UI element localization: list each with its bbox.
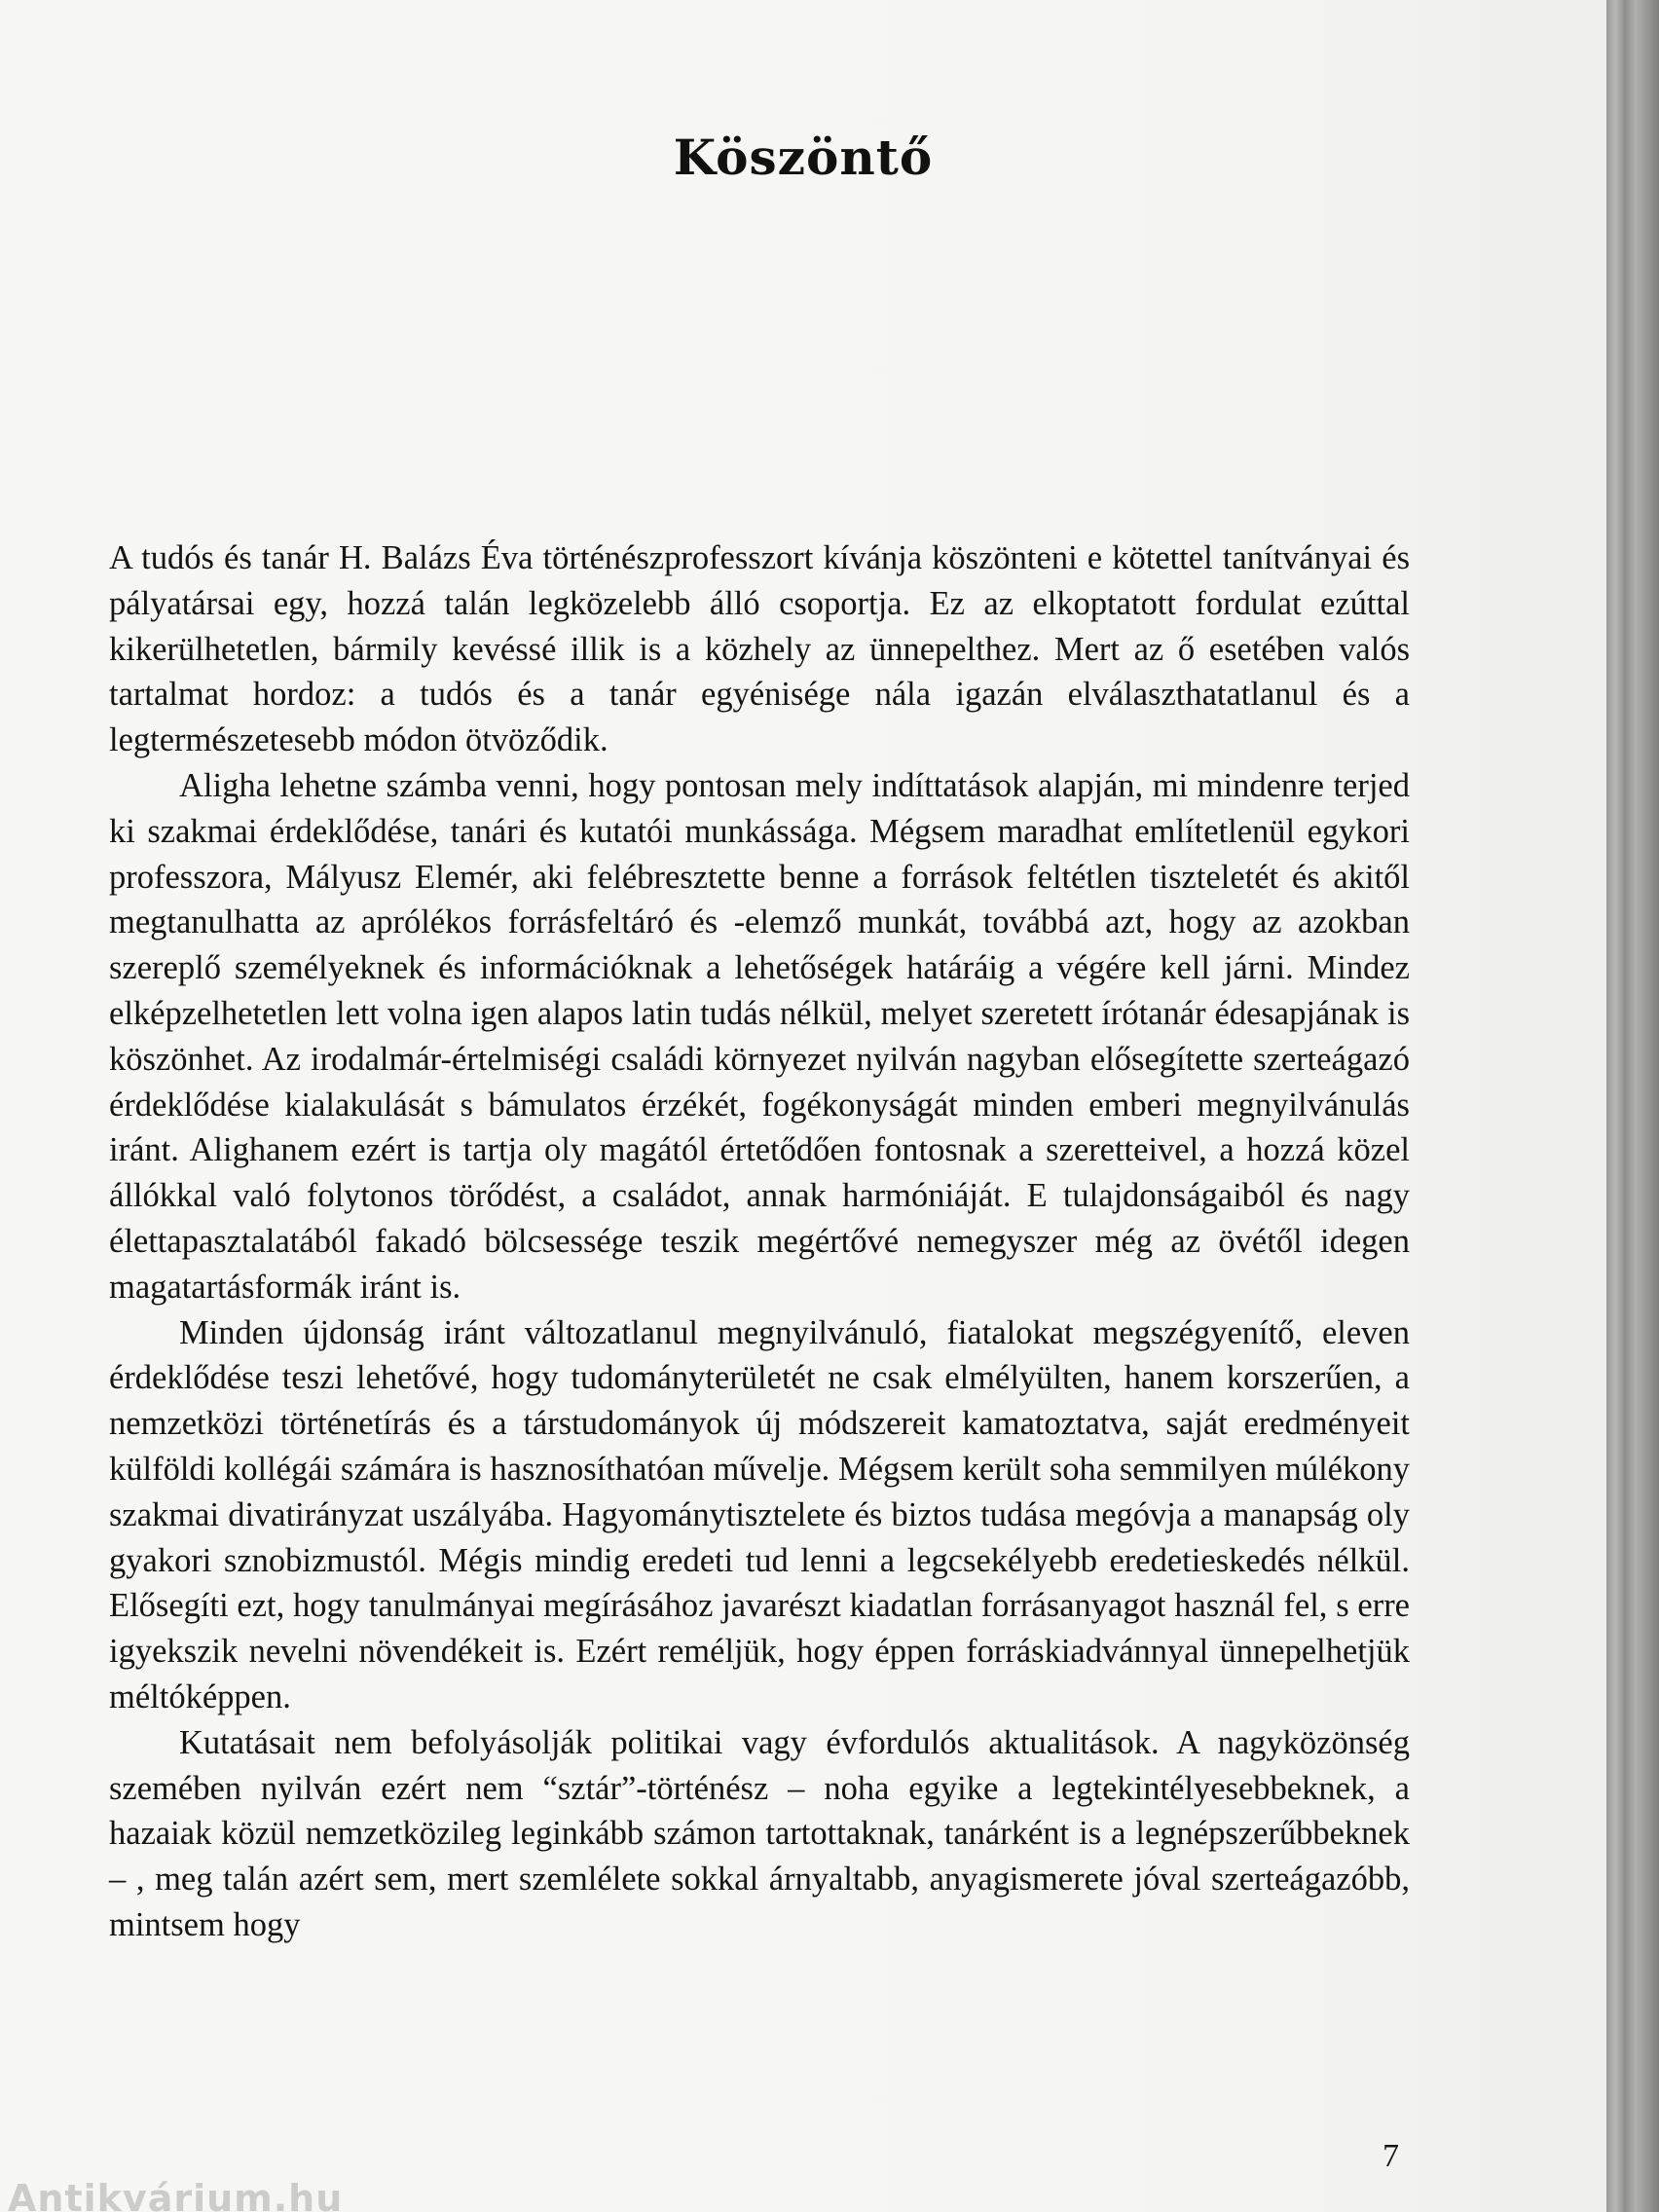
paragraph-4: Kutatásait nem befolyásolják politikai vagy évfordulós aktualitások. A nagyközönség szemében nyilván ezért nem “sztár”-történész – noha egyike a legtekintélyesebbeknek, a hazaiak közül nemzetközileg leginkább számon tartottaknak, tanárként is a legnépszerűbbeknek – , meg talán azért sem, mert szemlélete sokkal árnyaltabb, anyagismerete jóval szerteágazóbb, mintsem hogy [109,1723,1410,1943]
paragraph-2: Aligha lehetne számba venni, hogy pontosan mely indíttatások alapján, mi mindenre terjed ki szakmai érdeklődése, tanári és kutatói munkássága. Mégsem maradhat említetlenül egykori professzora, Mályusz Elemér, aki felébresztette benne a források feltétlen tiszteletét és akitől megtanulhatta az aprólékos forrásfeltáró és -elemző munkát, továbbá azt, hogy az azokban szereplő személyeknek és információknak a lehetőségek határáig a végére kell járni. Mindez elképzelhetetlen lett volna igen alapos latin tudás nélkül, melyet szeretett írótanár édesapjának is köszönhet. Az irodalmár-értelmiségi családi környezet nyilván nagyban elősegítette szerteágazó érdeklődése kialakulását s bámulatos érzékét, fogékonyságát minden emberi megnyilvánulás iránt. Alighanem ezért is tartja oly magától értetődően fontosnak a szeretteivel, a hozzá közel állókkal való folytonos törődést, a családot, annak harmóniáját. E tulajdonságaiból és nagy élettapasztalatából fakadó bölcsessége teszik megértővé nemegyszer még az övétől idegen magatartásformák iránt is. [109,766,1410,1306]
paragraph-3: Minden újdonság iránt változatlanul megnyilvánuló, fiatalokat megszégyenítő, eleven érdeklődése teszi lehetővé, hogy tudományterületét ne csak elmélyülten, hanem korszerűen, a nemzetközi történetírás és a társtudományok új módszereit kamatoztatva, saját eredményeit külföldi kollégái számára is hasznosíthatóan művelje. Mégsem került soha semmilyen múlékony szakmai divatirányzat uszályába. Hagyománytisztelete és biztos tudása megóvja a manapság oly gyakori sznobizmustól. Mégis mindig eredeti tud lenni a legcsekélyebb eredetieskedés nélkül. Elősegíti ezt, hogy tanulmányai megírásához javarészt kiadatlan forrásanyagot használ fel, s erre igyekszik nevelni növendékeit is. Ezért reméljük, hogy éppen forráskiadvánnyal ünnepelhetjük méltóképpen. [109,1313,1410,1715]
page-number: 7 [1382,2138,1399,2174]
body-text [109,535,1410,1948]
page-title: Köszöntő [673,129,934,186]
page-edge [1606,0,1659,2212]
paragraph-1: A tudós és tanár H. Balázs Éva történészprofesszort kívánja köszönteni e kötettel tanítványai és pályatársai egy, hozzá talán legközelebb álló csoportja. Ez az elkoptatott fordulat ezúttal kikerülhetetlen, bármily kevéssé illik is a közhely az ünnepelthez. Mert az ő esetében valós tartalmat hordoz: a tudós és a tanár egyénisége nála igazán elválaszthatatlanul és a legtermészetesebb módon ötvöződik. [109,539,1410,759]
watermark: Antikvárium.hu [8,2177,344,2212]
